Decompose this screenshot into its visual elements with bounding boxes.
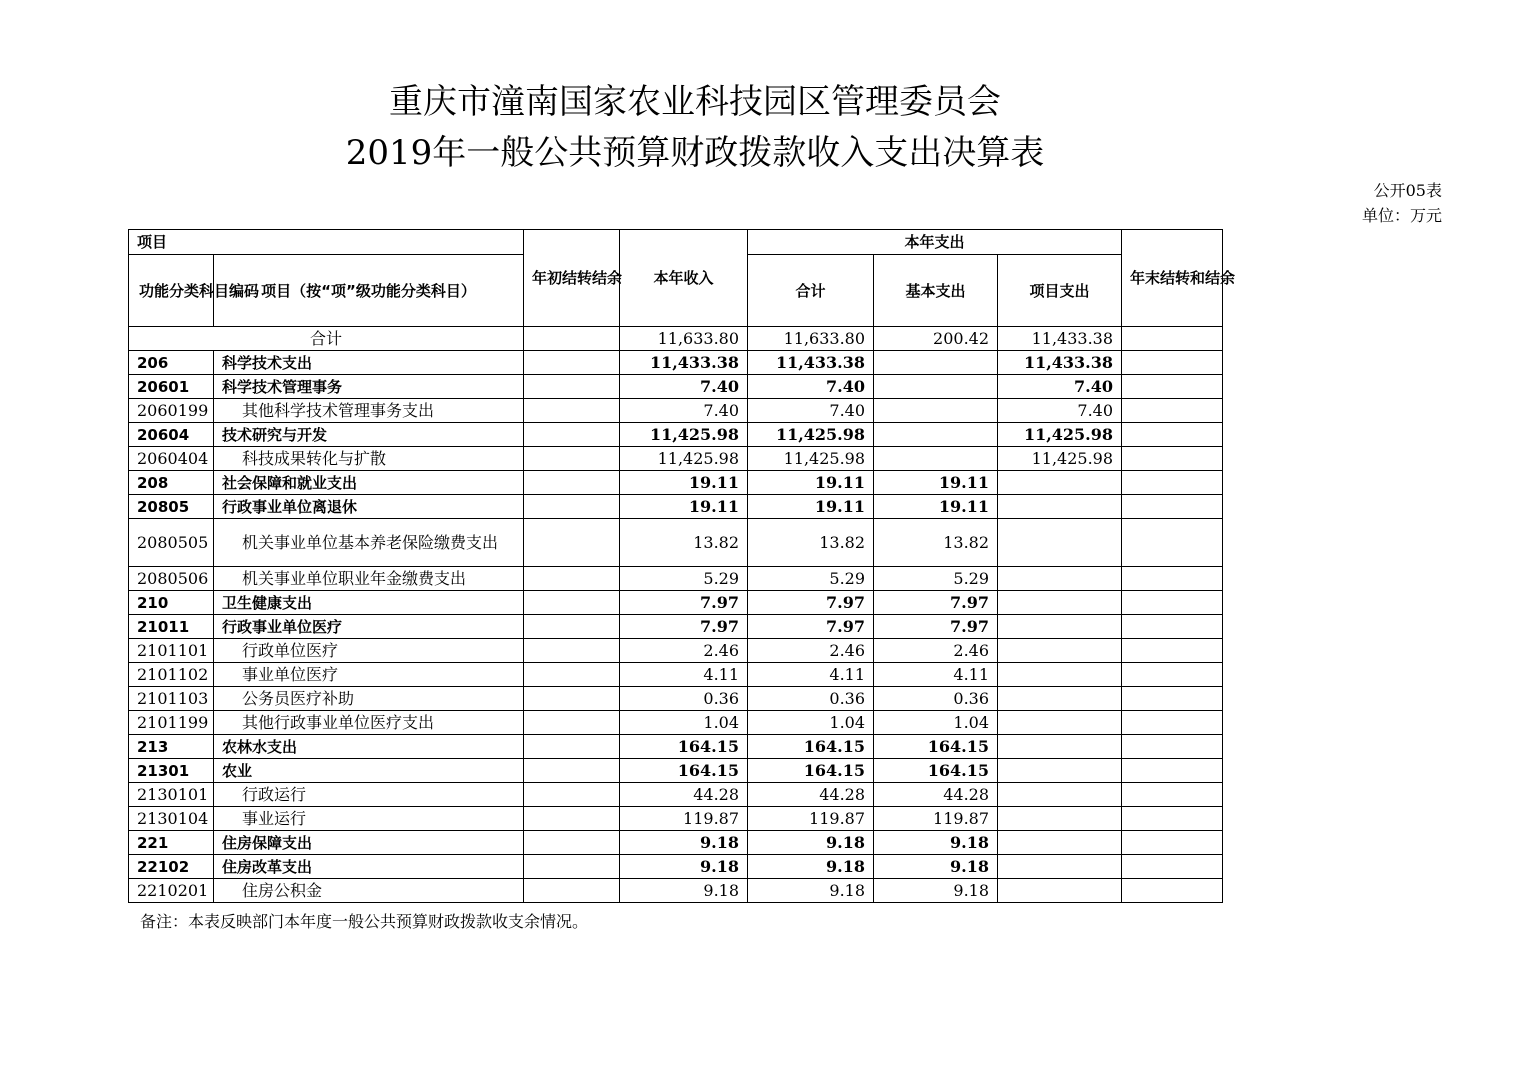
row-code: 2101102	[129, 663, 214, 687]
footnote: 备注：本表反映部门本年度一般公共预算财政拨款收支余情况。	[140, 912, 589, 931]
header-exp-project: 项目支出	[998, 255, 1122, 327]
row-income: 19.11	[620, 495, 748, 519]
header-expenditure: 本年支出	[748, 230, 1122, 255]
total-closing	[1122, 327, 1223, 351]
row-name: 其他行政事业单位医疗支出	[214, 711, 524, 735]
row-opening	[524, 519, 620, 567]
row-exp-total: 7.40	[748, 375, 874, 399]
row-code: 210	[129, 591, 214, 615]
row-name: 事业单位医疗	[214, 663, 524, 687]
row-name: 科学技术支出	[214, 351, 524, 375]
row-exp-project	[998, 879, 1122, 903]
row-income: 44.28	[620, 783, 748, 807]
row-closing	[1122, 519, 1223, 567]
row-exp-project	[998, 831, 1122, 855]
row-opening	[524, 663, 620, 687]
row-exp-total: 11,425.98	[748, 423, 874, 447]
row-code: 2080506	[129, 567, 214, 591]
row-closing	[1122, 711, 1223, 735]
row-income: 11,425.98	[620, 447, 748, 471]
total-exp-basic: 200.42	[874, 327, 998, 351]
row-exp-project: 7.40	[998, 375, 1122, 399]
row-name: 住房保障支出	[214, 831, 524, 855]
row-income: 7.40	[620, 399, 748, 423]
row-closing	[1122, 471, 1223, 495]
row-exp-basic: 19.11	[874, 495, 998, 519]
row-exp-total: 119.87	[748, 807, 874, 831]
budget-table	[128, 229, 1236, 903]
row-opening	[524, 615, 620, 639]
row-name: 卫生健康支出	[214, 591, 524, 615]
header-code: 功能分类科目编码	[129, 255, 214, 327]
row-opening	[524, 831, 620, 855]
row-closing	[1122, 687, 1223, 711]
row-exp-basic: 0.36	[874, 687, 998, 711]
row-code: 2060199	[129, 399, 214, 423]
row-code: 2080505	[129, 519, 214, 567]
header-exp-basic: 基本支出	[874, 255, 998, 327]
row-name: 住房改革支出	[214, 855, 524, 879]
row-name: 机关事业单位基本养老保险缴费支出	[214, 519, 524, 567]
row-exp-project	[998, 855, 1122, 879]
row-exp-total: 164.15	[748, 735, 874, 759]
row-opening	[524, 447, 620, 471]
row-exp-basic: 164.15	[874, 735, 998, 759]
table-row	[129, 759, 1223, 783]
row-closing	[1122, 375, 1223, 399]
row-opening	[524, 471, 620, 495]
row-exp-project: 11,425.98	[998, 423, 1122, 447]
row-code: 2101103	[129, 687, 214, 711]
form-number: 公开05表	[1373, 181, 1442, 200]
row-name: 行政单位医疗	[214, 639, 524, 663]
row-exp-total: 11,425.98	[748, 447, 874, 471]
row-exp-basic	[874, 423, 998, 447]
row-closing	[1122, 855, 1223, 879]
total-opening	[524, 327, 620, 351]
table-row	[129, 399, 1223, 423]
header-closing-balance: 年末结转和结余	[1122, 230, 1223, 327]
total-row	[129, 327, 1223, 351]
table-row	[129, 615, 1223, 639]
row-closing	[1122, 615, 1223, 639]
document-subtitle: 2019年一般公共预算财政拨款收入支出决算表	[345, 133, 1045, 173]
row-exp-project	[998, 567, 1122, 591]
row-income: 7.40	[620, 375, 748, 399]
row-income: 4.11	[620, 663, 748, 687]
row-opening	[524, 735, 620, 759]
header-name: 项目（按“项”级功能分类科目）	[214, 255, 524, 327]
unit-label: 单位：万元	[1361, 206, 1442, 225]
row-code: 213	[129, 735, 214, 759]
row-code: 20604	[129, 423, 214, 447]
row-closing	[1122, 807, 1223, 831]
row-closing	[1122, 495, 1223, 519]
row-exp-basic: 7.97	[874, 591, 998, 615]
table-row	[129, 735, 1223, 759]
row-opening	[524, 711, 620, 735]
row-name: 住房公积金	[214, 879, 524, 903]
total-exp-project: 11,433.38	[998, 327, 1122, 351]
row-exp-total: 7.97	[748, 591, 874, 615]
row-opening	[524, 855, 620, 879]
table-row	[129, 471, 1223, 495]
row-closing	[1122, 759, 1223, 783]
row-exp-basic: 9.18	[874, 879, 998, 903]
row-closing	[1122, 567, 1223, 591]
row-exp-project	[998, 615, 1122, 639]
row-income: 9.18	[620, 879, 748, 903]
row-name: 科技成果转化与扩散	[214, 447, 524, 471]
row-exp-project	[998, 759, 1122, 783]
table-row	[129, 879, 1223, 903]
row-exp-total: 13.82	[748, 519, 874, 567]
table-row	[129, 687, 1223, 711]
table-row	[129, 423, 1223, 447]
row-name: 行政运行	[214, 783, 524, 807]
row-code: 20805	[129, 495, 214, 519]
row-closing	[1122, 663, 1223, 687]
row-income: 13.82	[620, 519, 748, 567]
row-exp-project	[998, 639, 1122, 663]
header-project: 项目	[129, 230, 524, 255]
row-exp-total: 9.18	[748, 831, 874, 855]
row-exp-project	[998, 519, 1122, 567]
row-opening	[524, 495, 620, 519]
total-label: 合计	[129, 327, 524, 351]
row-exp-total: 7.97	[748, 615, 874, 639]
table-row	[129, 807, 1223, 831]
row-opening	[524, 879, 620, 903]
row-name: 科学技术管理事务	[214, 375, 524, 399]
row-code: 206	[129, 351, 214, 375]
row-income: 119.87	[620, 807, 748, 831]
row-exp-basic	[874, 447, 998, 471]
row-income: 5.29	[620, 567, 748, 591]
table-row	[129, 639, 1223, 663]
row-exp-basic: 119.87	[874, 807, 998, 831]
row-name: 行政事业单位医疗	[214, 615, 524, 639]
header-exp-total: 合计	[748, 255, 874, 327]
row-income: 7.97	[620, 615, 748, 639]
table-row	[129, 447, 1223, 471]
row-exp-total: 7.40	[748, 399, 874, 423]
row-exp-basic: 7.97	[874, 615, 998, 639]
row-closing	[1122, 423, 1223, 447]
row-closing	[1122, 879, 1223, 903]
row-exp-total: 164.15	[748, 759, 874, 783]
row-exp-project	[998, 591, 1122, 615]
row-opening	[524, 783, 620, 807]
row-exp-project	[998, 495, 1122, 519]
row-opening	[524, 567, 620, 591]
row-name: 农业	[214, 759, 524, 783]
row-code: 22102	[129, 855, 214, 879]
table-row	[129, 855, 1223, 879]
row-exp-basic: 44.28	[874, 783, 998, 807]
row-exp-project: 11,433.38	[998, 351, 1122, 375]
row-income: 11,425.98	[620, 423, 748, 447]
row-exp-project	[998, 687, 1122, 711]
row-income: 1.04	[620, 711, 748, 735]
row-code: 208	[129, 471, 214, 495]
row-income: 19.11	[620, 471, 748, 495]
row-income: 0.36	[620, 687, 748, 711]
row-opening	[524, 687, 620, 711]
row-exp-project	[998, 807, 1122, 831]
table-row	[129, 591, 1223, 615]
row-income: 11,433.38	[620, 351, 748, 375]
table-row	[129, 663, 1223, 687]
row-closing	[1122, 591, 1223, 615]
row-code: 21011	[129, 615, 214, 639]
row-code: 2060404	[129, 447, 214, 471]
table-row	[129, 567, 1223, 591]
row-exp-basic: 1.04	[874, 711, 998, 735]
row-exp-project	[998, 783, 1122, 807]
row-code: 2130104	[129, 807, 214, 831]
row-name: 公务员医疗补助	[214, 687, 524, 711]
row-name: 其他科学技术管理事务支出	[214, 399, 524, 423]
row-exp-project	[998, 471, 1122, 495]
row-code: 2101101	[129, 639, 214, 663]
row-exp-project: 11,425.98	[998, 447, 1122, 471]
header-opening-balance: 年初结转结余	[524, 230, 620, 327]
row-exp-project	[998, 663, 1122, 687]
row-opening	[524, 759, 620, 783]
row-exp-project	[998, 735, 1122, 759]
row-exp-basic: 2.46	[874, 639, 998, 663]
row-code: 21301	[129, 759, 214, 783]
row-income: 9.18	[620, 831, 748, 855]
table-row	[129, 375, 1223, 399]
row-exp-total: 9.18	[748, 879, 874, 903]
row-closing	[1122, 639, 1223, 663]
row-exp-total: 19.11	[748, 495, 874, 519]
row-exp-project	[998, 711, 1122, 735]
row-opening	[524, 399, 620, 423]
row-exp-total: 2.46	[748, 639, 874, 663]
total-income: 11,633.80	[620, 327, 748, 351]
row-code: 2101199	[129, 711, 214, 735]
row-exp-basic: 13.82	[874, 519, 998, 567]
table-row	[129, 495, 1223, 519]
row-exp-basic	[874, 399, 998, 423]
table-row	[129, 783, 1223, 807]
row-name: 技术研究与开发	[214, 423, 524, 447]
row-income: 2.46	[620, 639, 748, 663]
row-exp-total: 44.28	[748, 783, 874, 807]
row-opening	[524, 807, 620, 831]
row-closing	[1122, 351, 1223, 375]
row-opening	[524, 591, 620, 615]
row-exp-basic: 4.11	[874, 663, 998, 687]
row-closing	[1122, 735, 1223, 759]
row-opening	[524, 639, 620, 663]
row-name: 机关事业单位职业年金缴费支出	[214, 567, 524, 591]
row-exp-basic: 5.29	[874, 567, 998, 591]
row-exp-total: 9.18	[748, 855, 874, 879]
table-row	[129, 351, 1223, 375]
table-row	[129, 711, 1223, 735]
row-exp-basic: 164.15	[874, 759, 998, 783]
row-exp-basic: 9.18	[874, 855, 998, 879]
table-row	[129, 831, 1223, 855]
row-name: 行政事业单位离退休	[214, 495, 524, 519]
row-exp-total: 0.36	[748, 687, 874, 711]
row-code: 20601	[129, 375, 214, 399]
row-opening	[524, 351, 620, 375]
row-income: 7.97	[620, 591, 748, 615]
row-closing	[1122, 783, 1223, 807]
row-closing	[1122, 399, 1223, 423]
row-exp-project: 7.40	[998, 399, 1122, 423]
row-name: 农林水支出	[214, 735, 524, 759]
total-exp-total: 11,633.80	[748, 327, 874, 351]
table-row	[129, 519, 1223, 567]
row-opening	[524, 423, 620, 447]
row-income: 164.15	[620, 759, 748, 783]
row-income: 9.18	[620, 855, 748, 879]
row-exp-total: 11,433.38	[748, 351, 874, 375]
row-code: 221	[129, 831, 214, 855]
document-title: 重庆市潼南国家农业科技园区管理委员会	[389, 82, 1001, 122]
row-code: 2130101	[129, 783, 214, 807]
row-exp-basic: 9.18	[874, 831, 998, 855]
row-exp-basic: 19.11	[874, 471, 998, 495]
row-exp-total: 1.04	[748, 711, 874, 735]
row-closing	[1122, 831, 1223, 855]
row-income: 164.15	[620, 735, 748, 759]
row-code: 2210201	[129, 879, 214, 903]
row-closing	[1122, 447, 1223, 471]
row-exp-total: 19.11	[748, 471, 874, 495]
row-exp-total: 5.29	[748, 567, 874, 591]
row-name: 社会保障和就业支出	[214, 471, 524, 495]
row-exp-basic	[874, 375, 998, 399]
row-opening	[524, 375, 620, 399]
header-income: 本年收入	[620, 230, 748, 327]
row-name: 事业运行	[214, 807, 524, 831]
row-exp-total: 4.11	[748, 663, 874, 687]
row-exp-basic	[874, 351, 998, 375]
